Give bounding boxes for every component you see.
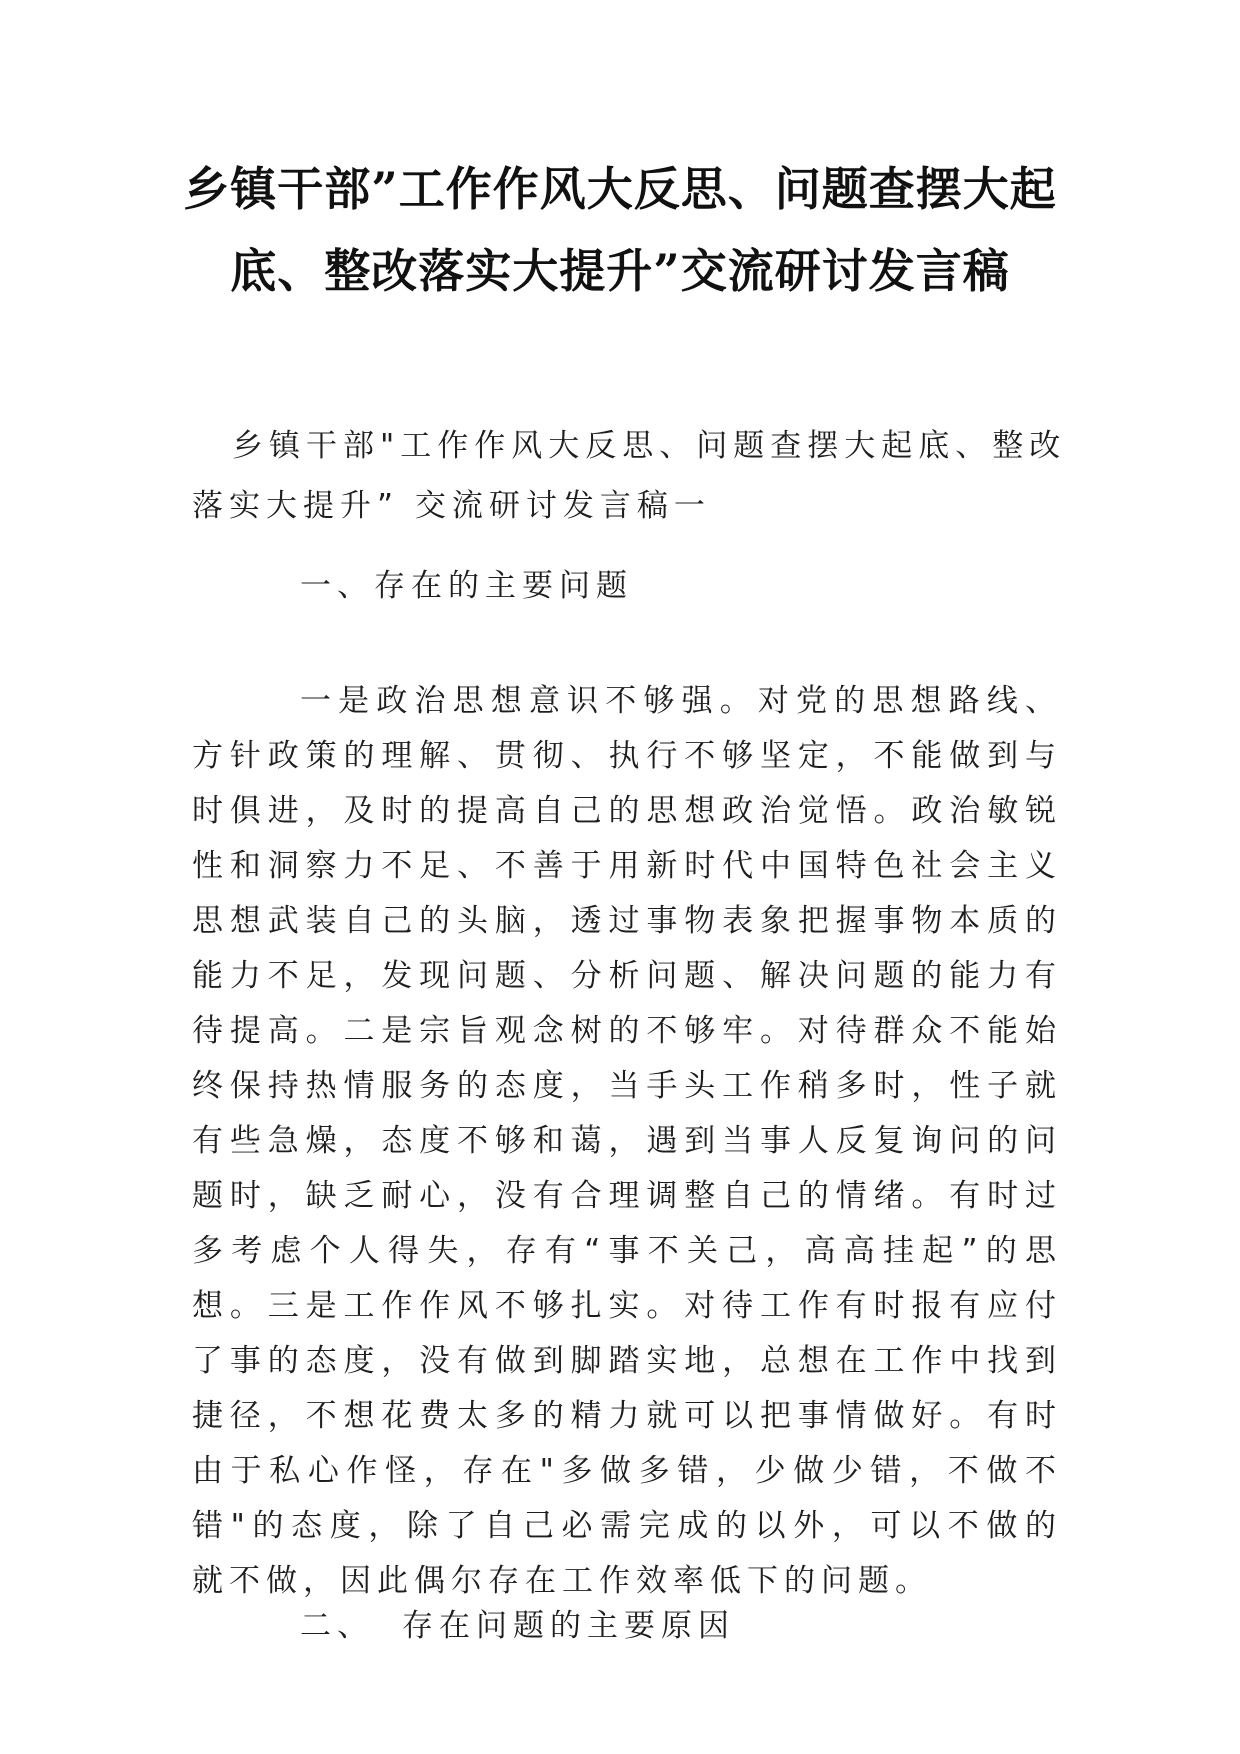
- document-subtitle: 乡镇干部"工作作风大反思、问题查摆大起底、整改落实大提升” 交流研讨发言稿一: [192, 428, 1067, 524]
- section-1-paragraph: 一是政治思想意识不够强。对党的思想路线、方针政策的理解、贯彻、执行不够坚定，不能做到与时俱进，及时的提高自己的思想政治觉悟。政治敏锐性和洞察力不足、不善于用新时代中国特色社会主义思想武装自己的头脑，透过事物表象把握事物本质的能力不足，发现问题、分析问题、解决问题的能力有待提高。二是宗旨观念树的不够牢。对待群众不能始终保持热情服务的态度，当手头工作稍多时，性子就有些急燥，态度不够和蔼，遇到当事人反复询问的问题时，缺乏耐心，没有合理调整自己的情绪。有时过多考虑个人得失，存有“事不关己，高高挂起”的思想。三是工作作风不够扎实。对待工作有时报有应付了事的态度，没有做到脚踏实地，总想在工作中找到捷径，不想花费太多的精力就可以把事情做好。有时由于私心作怪，存在"多做多错，少做少错，不做不错"的态度，除了自己必需完成的以外，可以不做的就不做，因此偶尔存在工作效率低下的问题。: [192, 683, 1062, 1599]
- section-1-heading: 一、存在的主要问题: [300, 568, 633, 604]
- section-2-number: 二、: [300, 1608, 374, 1644]
- document-title: [180, 148, 1060, 312]
- title-line-1: 乡镇干部”工作作风大反思、问题查摆大起: [183, 162, 1057, 216]
- section-2-heading: [300, 1604, 735, 1648]
- title-line-2: 底、整改落实大提升”交流研讨发言稿: [230, 244, 1010, 298]
- section-2-title: 存在问题的主要原因: [402, 1608, 735, 1644]
